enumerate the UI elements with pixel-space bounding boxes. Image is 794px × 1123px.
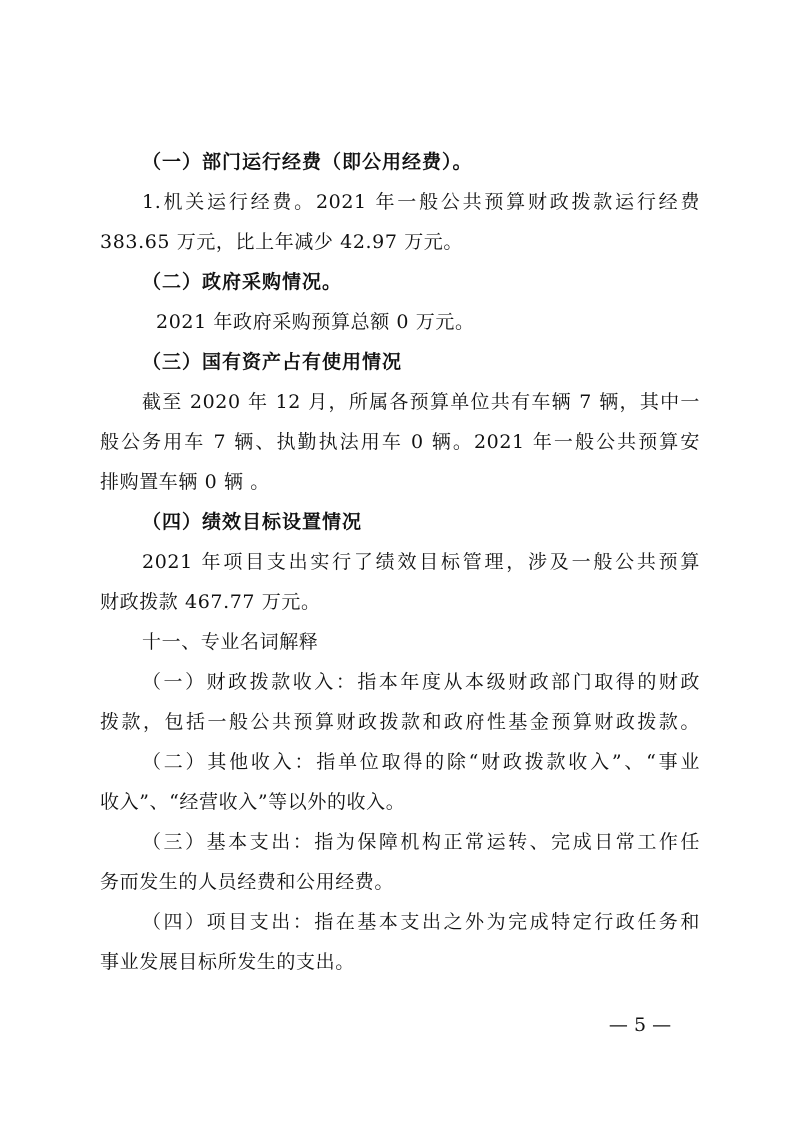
paragraph-line: 383.65 万元，比上年减少 42.97 万元。 xyxy=(100,231,463,253)
paragraph-line: （三）基本支出：指为保障机构正常运转、完成日常工作任 xyxy=(142,831,700,853)
heading-procurement: （二）政府采购情况。 xyxy=(142,271,343,293)
heading-state-assets: （三）国有资产占有使用情况 xyxy=(142,351,403,373)
paragraph-line: 务而发生的人员经费和公用经费。 xyxy=(100,871,395,893)
section-title-glossary: 十一、专业名词解释 xyxy=(142,631,319,653)
paragraph-line: 收入”、“经营收入”等以外的收入。 xyxy=(100,791,406,813)
paragraph-line: 1.机关运行经费。2021 年一般公共预算财政拨款运行经费 xyxy=(142,191,700,213)
paragraph-line: （一）财政拨款收入：指本年度从本级财政部门取得的财政 xyxy=(142,671,700,693)
paragraph-line: （二）其他收入：指单位取得的除“财政拨款收入”、“事业 xyxy=(142,751,700,773)
paragraph-line: 2021 年项目支出实行了绩效目标管理，涉及一般公共预算 xyxy=(142,551,700,573)
heading-public-expenses: （一）部门运行经费（即公用经费）。 xyxy=(142,151,473,173)
paragraph-line: 般公务用车 7 辆、执勤执法用车 0 辆。2021 年一般公共预算安 xyxy=(100,431,700,453)
page-number: — 5 — xyxy=(608,1014,672,1036)
paragraph-line: 财政拨款 467.77 万元。 xyxy=(100,591,321,613)
heading-performance-goals: （四）绩效目标设置情况 xyxy=(142,511,363,533)
paragraph-line: 2021 年政府采购预算总额 0 万元。 xyxy=(156,311,475,333)
paragraph-line: 事业发展目标所发生的支出。 xyxy=(100,951,355,973)
paragraph-line: 排购置车辆 0 辆 。 xyxy=(100,471,270,493)
paragraph-line: 截至 2020 年 12 月，所属各预算单位共有车辆 7 辆，其中一 xyxy=(142,391,700,413)
paragraph-line: （四）项目支出：指在基本支出之外为完成特定行政任务和 xyxy=(142,911,700,933)
paragraph-line: 拨款，包括一般公共预算财政拨款和政府性基金预算财政拨款。 xyxy=(100,711,700,733)
